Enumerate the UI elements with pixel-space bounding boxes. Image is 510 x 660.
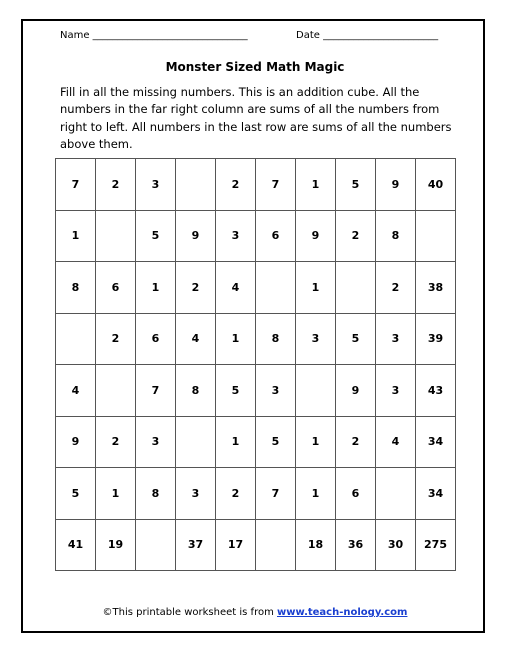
grid-cell: 4 xyxy=(56,365,96,417)
grid-cell: 36 xyxy=(336,519,376,571)
grid-cell-blank[interactable] xyxy=(256,519,296,571)
grid-cell: 2 xyxy=(216,468,256,520)
grid-cell: 7 xyxy=(136,365,176,417)
grid-cell: 30 xyxy=(376,519,416,571)
grid-cell: 3 xyxy=(136,159,176,211)
grid-cell: 18 xyxy=(296,519,336,571)
grid-cell: 5 xyxy=(336,313,376,365)
grid-cell: 19 xyxy=(96,519,136,571)
grid-cell-blank[interactable] xyxy=(256,262,296,314)
grid-cell: 2 xyxy=(216,159,256,211)
grid-cell: 9 xyxy=(176,210,216,262)
grid-cell: 6 xyxy=(96,262,136,314)
grid-cell: 3 xyxy=(256,365,296,417)
date-field-label: Date _______________________ xyxy=(296,30,439,41)
grid-cell-blank[interactable] xyxy=(56,313,96,365)
grid-cell: 4 xyxy=(176,313,216,365)
addition-cube-grid xyxy=(55,158,456,571)
grid-cell: 1 xyxy=(136,262,176,314)
grid-cell-blank[interactable] xyxy=(416,210,456,262)
grid-row xyxy=(56,416,456,468)
grid-cell: 8 xyxy=(56,262,96,314)
grid-cell-blank[interactable] xyxy=(336,262,376,314)
grid-cell: 1 xyxy=(296,468,336,520)
grid-cell-blank[interactable] xyxy=(296,365,336,417)
grid-cell-blank[interactable] xyxy=(376,468,416,520)
grid-cell: 4 xyxy=(216,262,256,314)
grid-cell: 2 xyxy=(176,262,216,314)
grid-cell: 1 xyxy=(296,159,336,211)
grid-row xyxy=(56,313,456,365)
footer-text: ©This printable worksheet is from xyxy=(102,607,277,618)
grid-cell: 17 xyxy=(216,519,256,571)
grid-cell: 43 xyxy=(416,365,456,417)
grid-cell: 1 xyxy=(56,210,96,262)
grid-cell: 39 xyxy=(416,313,456,365)
grid-cell: 34 xyxy=(416,416,456,468)
grid-cell: 7 xyxy=(56,159,96,211)
grid-cell: 1 xyxy=(96,468,136,520)
grid-cell: 3 xyxy=(376,365,416,417)
grid-cell: 1 xyxy=(296,262,336,314)
grid-cell: 38 xyxy=(416,262,456,314)
grid-cell: 3 xyxy=(176,468,216,520)
grid-cell: 5 xyxy=(136,210,176,262)
grid-row xyxy=(56,519,456,571)
grid-row xyxy=(56,262,456,314)
grid-row xyxy=(56,210,456,262)
grid-cell: 5 xyxy=(336,159,376,211)
grid-cell: 34 xyxy=(416,468,456,520)
grid-cell: 2 xyxy=(376,262,416,314)
grid-cell: 5 xyxy=(256,416,296,468)
grid-cell: 275 xyxy=(416,519,456,571)
grid-cell: 40 xyxy=(416,159,456,211)
grid-cell: 3 xyxy=(136,416,176,468)
grid-cell: 4 xyxy=(376,416,416,468)
grid-cell: 5 xyxy=(216,365,256,417)
grid-cell: 2 xyxy=(96,416,136,468)
grid-cell: 2 xyxy=(336,416,376,468)
instructions-text: Fill in all the missing numbers. This is an addition cube. All the numbers in the far right column are sums of all the numbers from right to left. All numbers in the last row are sums of all the numbers above them. xyxy=(60,85,452,151)
grid-cell: 8 xyxy=(256,313,296,365)
grid-cell: 7 xyxy=(256,159,296,211)
name-field-label: Name _______________________________ xyxy=(60,30,248,41)
grid-cell-blank[interactable] xyxy=(176,159,216,211)
grid-cell-blank[interactable] xyxy=(176,416,216,468)
grid-cell: 3 xyxy=(376,313,416,365)
grid-cell: 8 xyxy=(176,365,216,417)
grid-cell: 37 xyxy=(176,519,216,571)
grid-cell: 2 xyxy=(96,313,136,365)
grid-row xyxy=(56,159,456,211)
grid-cell: 6 xyxy=(336,468,376,520)
grid-cell: 1 xyxy=(216,416,256,468)
grid-cell: 8 xyxy=(376,210,416,262)
grid-cell-blank[interactable] xyxy=(96,210,136,262)
grid-cell: 2 xyxy=(336,210,376,262)
grid-cell-blank[interactable] xyxy=(136,519,176,571)
grid-cell: 1 xyxy=(296,416,336,468)
grid-cell: 41 xyxy=(56,519,96,571)
grid-cell: 5 xyxy=(56,468,96,520)
grid-row xyxy=(56,468,456,520)
grid-cell: 1 xyxy=(216,313,256,365)
grid-cell: 8 xyxy=(136,468,176,520)
grid-cell: 9 xyxy=(376,159,416,211)
grid-cell: 9 xyxy=(56,416,96,468)
grid-cell: 3 xyxy=(296,313,336,365)
grid-row xyxy=(56,365,456,417)
grid-cell: 9 xyxy=(336,365,376,417)
grid-cell: 6 xyxy=(256,210,296,262)
worksheet-title: Monster Sized Math Magic xyxy=(165,60,345,74)
grid-cell: 7 xyxy=(256,468,296,520)
grid-cell: 2 xyxy=(96,159,136,211)
footer-credit xyxy=(0,607,510,618)
grid-cell: 6 xyxy=(136,313,176,365)
grid-cell-blank[interactable] xyxy=(96,365,136,417)
footer-link[interactable]: www.teach-nology.com xyxy=(277,607,408,618)
grid-cell: 3 xyxy=(216,210,256,262)
grid-cell: 9 xyxy=(296,210,336,262)
